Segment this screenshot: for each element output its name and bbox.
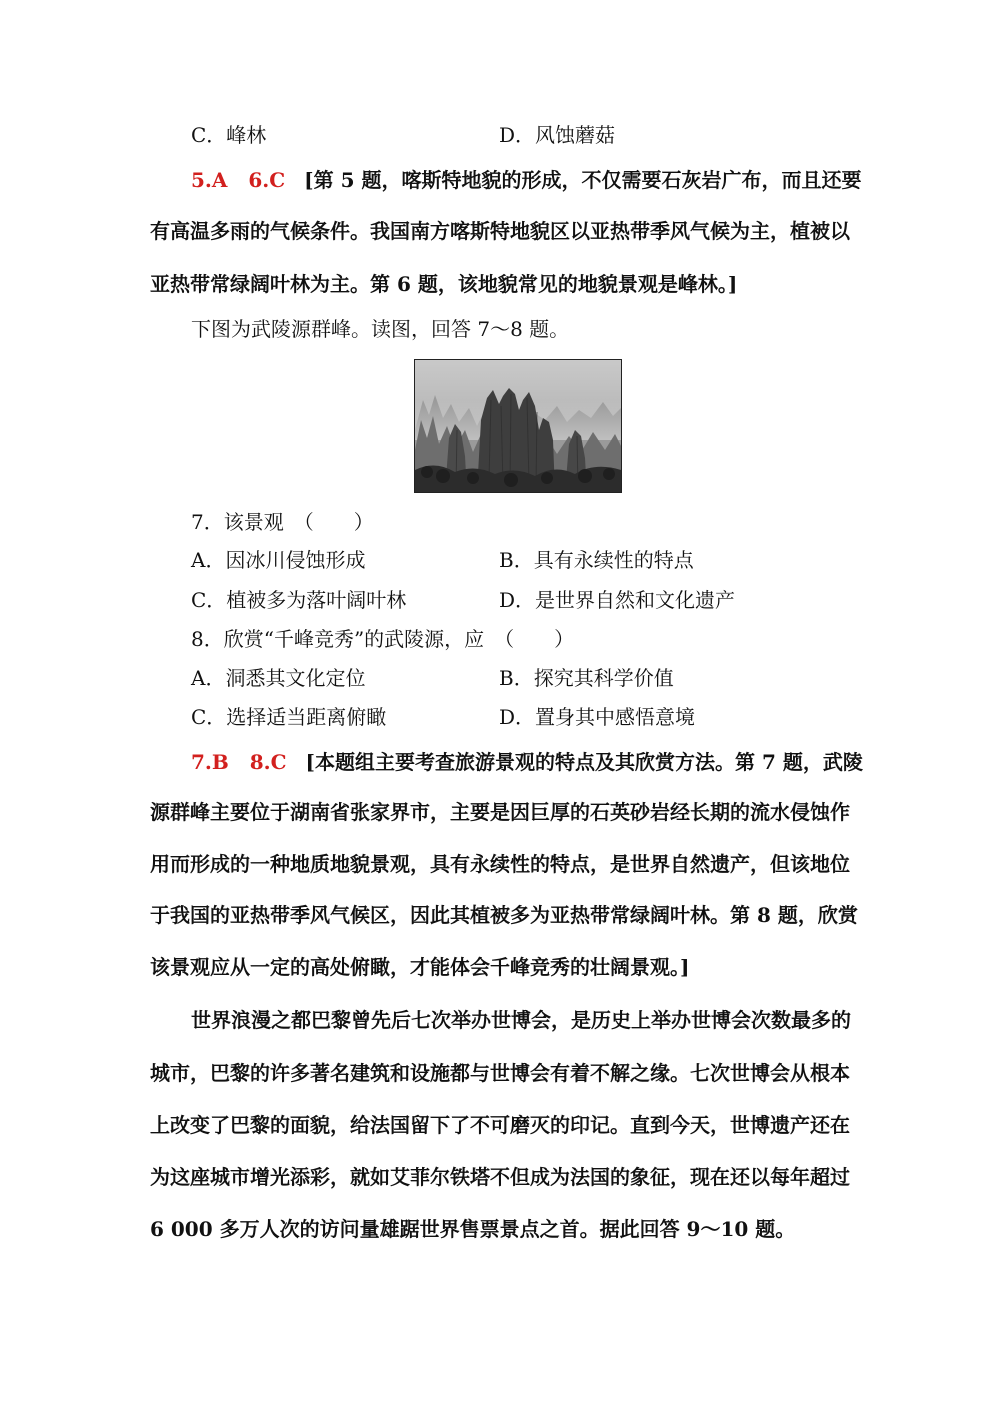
- intro-7-8: 下图为武陵源群峰。读图，回答 7～8 题。: [191, 317, 570, 341]
- answer-7-8-line1: [191, 750, 863, 774]
- passage-9-10-line3: 上改变了巴黎的面貌，给法国留下了不可磨灭的印记。直到今天，世博遗产还在: [150, 1113, 850, 1137]
- q8-option-d: D．置身其中感悟意境: [499, 705, 696, 729]
- answer-marker-6: 6.C: [248, 168, 286, 192]
- answer-7-8-text1: [本题组主要考查旅游景观的特点及其欣赏方法。第 7 题，武陵: [305, 750, 863, 774]
- mountain-photo-graphic: [415, 360, 621, 492]
- wulingyuan-peaks-photo: [414, 359, 622, 493]
- answer-marker-7: 7.B: [191, 750, 229, 774]
- passage-9-10-line4: 为这座城市增光添彩，就如艾菲尔铁塔不但成为法国的象征，现在还以每年超过: [150, 1165, 850, 1189]
- q7-option-a: A．因冰川侵蚀形成: [191, 548, 366, 572]
- q7-stem: 7．该景观 （ ）: [191, 510, 374, 534]
- answer-7-8-line4: 于我国的亚热带季风气候区，因此其植被多为亚热带常绿阔叶林。第 8 题，欣赏: [150, 903, 858, 927]
- answer-5-6-text1: [第 5 题，喀斯特地貌的形成，不仅需要石灰岩广布，而且还要: [304, 168, 862, 192]
- answer-marker-5: 5.A: [191, 168, 228, 192]
- q7-option-d: D．是世界自然和文化遗产: [499, 588, 736, 612]
- q4-option-c: C．峰林: [191, 123, 267, 147]
- q7-option-b: B．具有永续性的特点: [499, 548, 694, 572]
- passage-9-10-line2: 城市，巴黎的许多著名建筑和设施都与世博会有着不解之缘。七次世博会从根本: [150, 1061, 850, 1085]
- q8-option-c: C．选择适当距离俯瞰: [191, 705, 387, 729]
- answer-7-8-line3: 用而形成的一种地质地貌景观，具有永续性的特点，是世界自然遗产，但该地位: [150, 852, 850, 876]
- passage-9-10-line5: 6 000 多万人次的访问量雄踞世界售票景点之首。据此回答 9～10 题。: [150, 1217, 796, 1241]
- answer-7-8-line2: 源群峰主要位于湖南省张家界市，主要是因巨厚的石英砂岩经长期的流水侵蚀作: [150, 800, 850, 824]
- answer-5-6-line2: 有高温多雨的气候条件。我国南方喀斯特地貌区以亚热带季风气候为主，植被以: [150, 219, 850, 243]
- q8-option-a: A．洞悉其文化定位: [191, 666, 366, 690]
- q8-stem: 8．欣赏“千峰竞秀”的武陵源，应 （ ）: [191, 627, 575, 651]
- q4-option-d: D．风蚀蘑菇: [499, 123, 616, 147]
- answer-marker-8: 8.C: [249, 750, 287, 774]
- answer-7-8-line5: 该景观应从一定的高处俯瞰，才能体会千峰竞秀的壮阔景观。]: [150, 955, 690, 979]
- q8-option-b: B．探究其科学价值: [499, 666, 674, 690]
- passage-9-10-line1: 世界浪漫之都巴黎曾先后七次举办世博会，是历史上举办世博会次数最多的: [191, 1008, 851, 1032]
- q7-option-c: C．植被多为落叶阔叶林: [191, 588, 407, 612]
- answer-5-6-line1: [191, 168, 862, 192]
- answer-5-6-line3: 亚热带常绿阔叶林为主。第 6 题，该地貌常见的地貌景观是峰林。]: [150, 272, 738, 296]
